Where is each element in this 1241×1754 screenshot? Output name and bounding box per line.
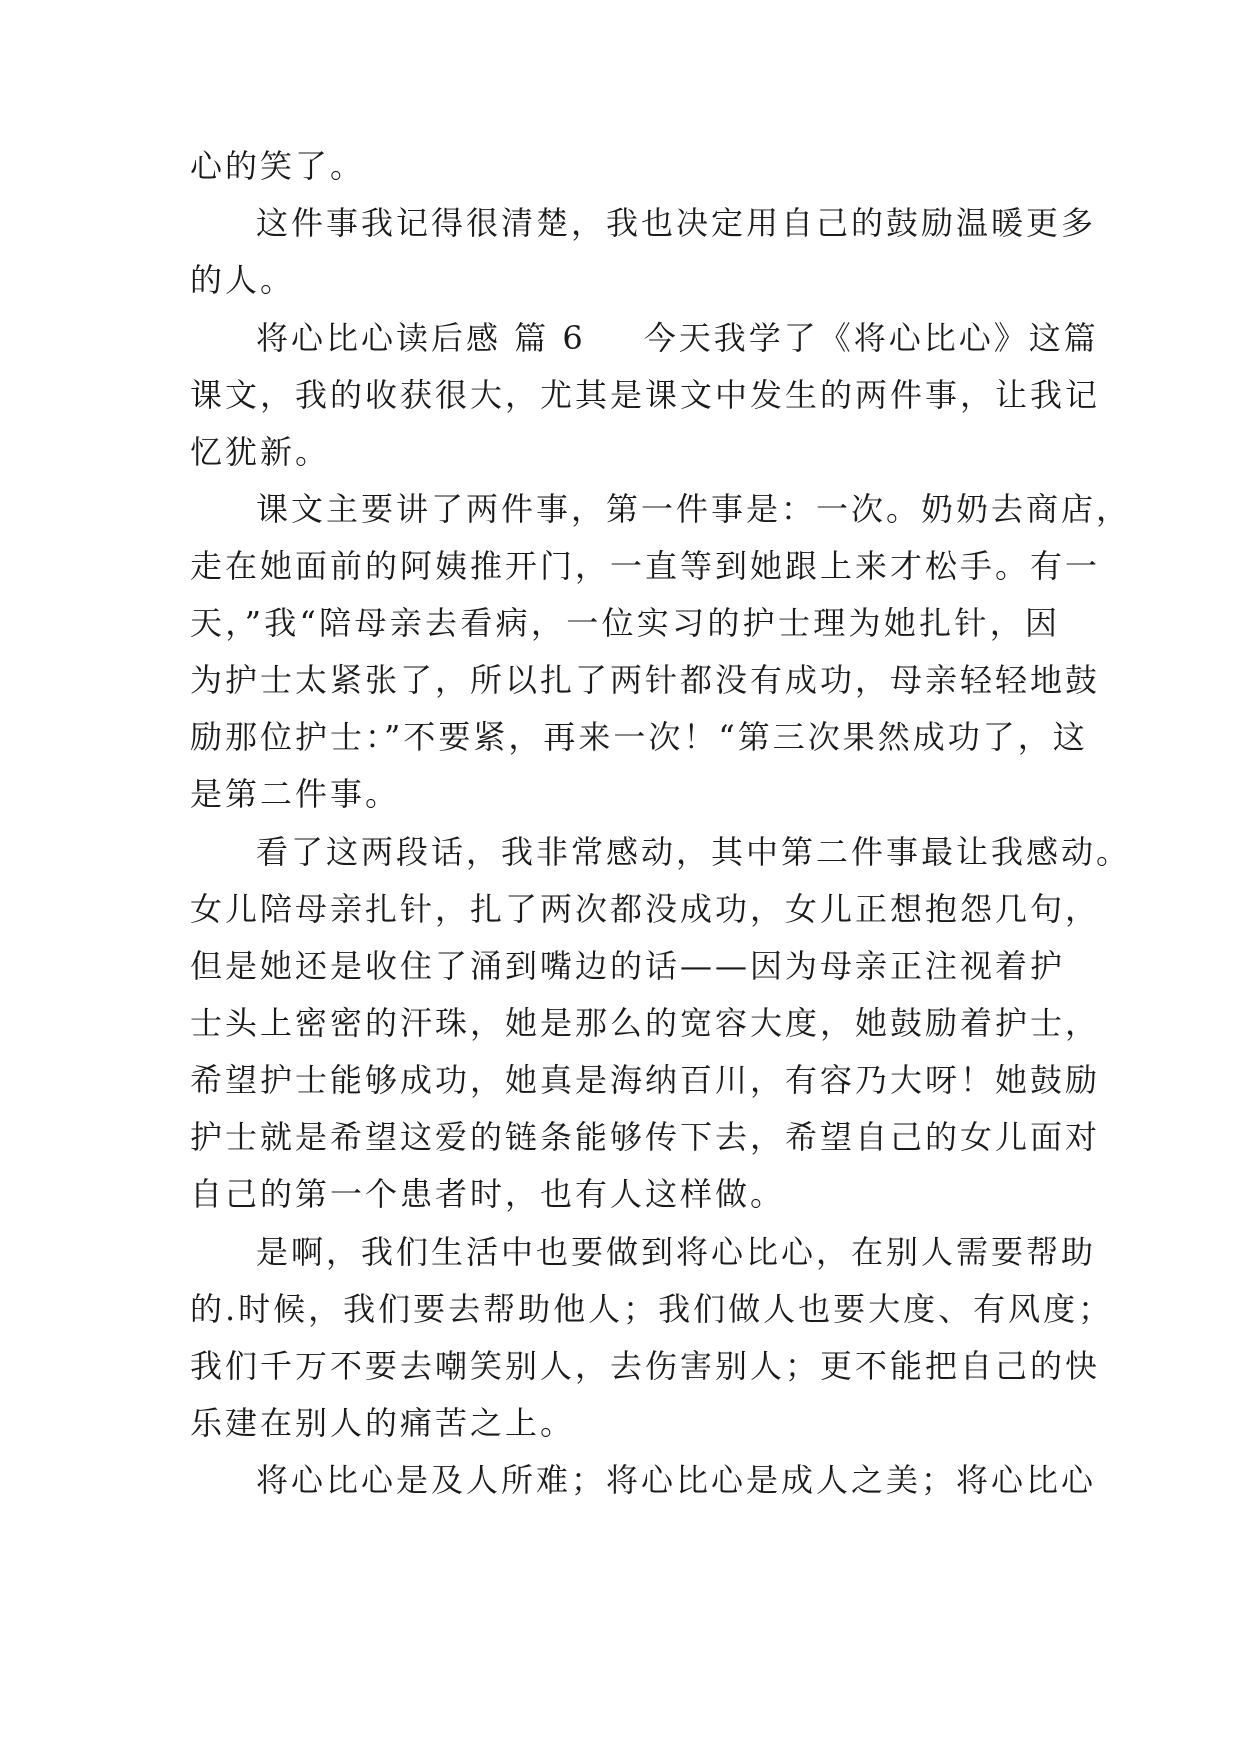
text-line: 课文，我的收获很大，尤其是课文中发生的两件事，让我记 bbox=[190, 376, 1101, 414]
text-line: 希望护士能够成功，她真是海纳百川，有容乃大呀！她鼓励 bbox=[190, 1061, 1101, 1099]
text-line: 为护士太紧张了，所以扎了两针都没有成功，母亲轻轻地鼓 bbox=[190, 661, 1101, 699]
text-line: 乐建在别人的痛苦之上。 bbox=[190, 1404, 576, 1442]
text-line: 天，”我“陪母亲去看病，一位实习的护士理为她扎针，因 bbox=[190, 604, 1060, 642]
text-line: 是第二件事。 bbox=[190, 775, 401, 813]
text-line: 但是她还是收住了涌到嘴边的话——因为母亲正注视着护 bbox=[190, 947, 1066, 985]
text-line: 课文主要讲了两件事，第一件事是：一次。奶奶去商店， bbox=[256, 490, 1132, 528]
text-line: 忆犹新。 bbox=[190, 433, 331, 471]
text-line: 我们千万不要去嘲笑别人，去伤害别人；更不能把自己的快 bbox=[190, 1347, 1101, 1385]
text-line: 是啊，我们生活中也要做到将心比心，在别人需要帮助 bbox=[256, 1233, 1097, 1271]
text-line-continuation: 今天我学了《将心比心》这篇 bbox=[643, 319, 1099, 357]
text-line: 看了这两段话，我非常感动，其中第二件事最让我感动。 bbox=[256, 833, 1132, 871]
text-line: 这件事我记得很清楚，我也决定用自己的鼓励温暖更多 bbox=[256, 204, 1097, 242]
section-heading-line bbox=[256, 318, 1099, 358]
text-line: 自己的第一个患者时，也有人这样做。 bbox=[190, 1175, 786, 1213]
text-line: 心的笑了。 bbox=[190, 147, 366, 185]
text-line: 励那位护士：”不要紧，再来一次！“第三次果然成功了，这 bbox=[190, 718, 1088, 756]
text-line: 将心比心是及人所难；将心比心是成人之美；将心比心 bbox=[256, 1461, 1097, 1499]
text-line: 走在她面前的阿姨推开门，一直等到她跟上来才松手。有一 bbox=[190, 547, 1101, 585]
text-line: 士头上密密的汗珠，她是那么的宽容大度，她鼓励着护士， bbox=[190, 1004, 1101, 1042]
text-line: 的.时候，我们要去帮助他人；我们做人也要大度、有风度； bbox=[190, 1290, 1114, 1328]
text-line: 的人。 bbox=[190, 261, 296, 299]
text-line: 护士就是希望这爱的链条能够传下去，希望自己的女儿面对 bbox=[190, 1118, 1101, 1156]
text-line: 女儿陪母亲扎针，扎了两次都没成功，女儿正想抱怨几句， bbox=[190, 890, 1101, 928]
section-heading: 将心比心读后感 篇 6 bbox=[256, 319, 586, 357]
